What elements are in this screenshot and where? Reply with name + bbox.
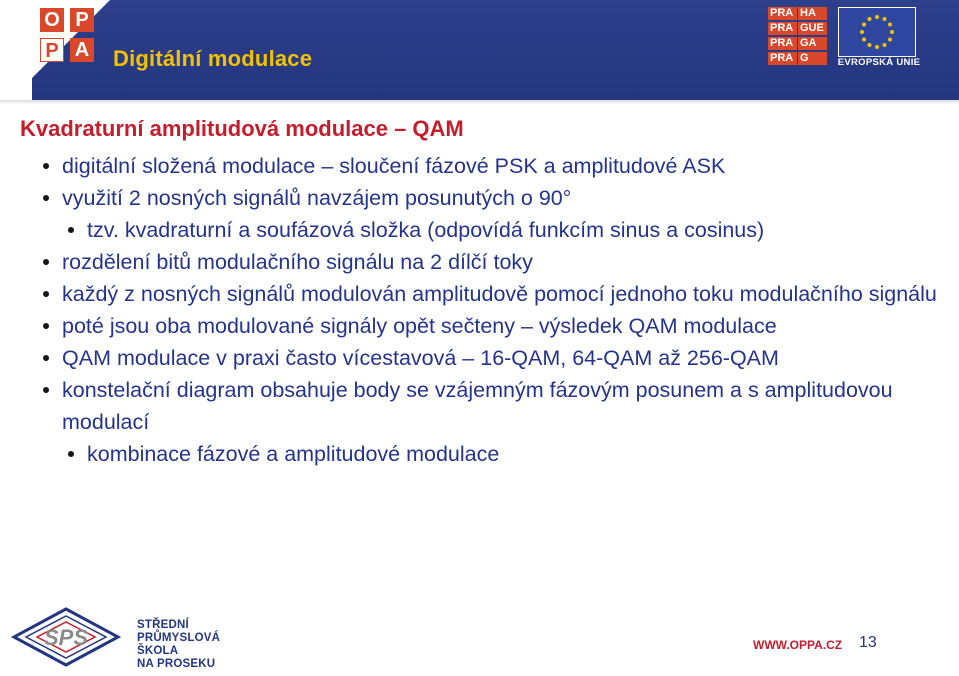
praha-logo [768,7,829,67]
slide-title: Digitální modulace [113,46,313,71]
oppa-letter: P [70,8,94,32]
footer-url-link[interactable]: WWW.OPPA.CZ [753,638,843,652]
header-shadow [0,100,959,104]
praha-text: PRA [768,37,797,50]
school-name-line: NA PROSEKU [137,658,216,670]
praha-text: GUE [798,22,827,35]
school-name [137,619,220,671]
bullet-item: využití 2 nosných signálů navzájem posunutých o 90° [0,182,959,214]
sub-bullet-item: tzv. kvadraturní a soufázová složka (odpovídá funkcím sinus a cosinus) [0,214,959,246]
school-name-line: PRŮMYSLOVÁ [137,632,221,644]
oppa-letter: A [70,38,94,62]
praha-text: PRA [768,22,797,35]
oppa-logo [40,8,98,64]
bullet-item: poté jsou oba modulované signály opět sečteny – výsledek QAM modulace [0,310,959,342]
sps-school-logo [10,607,122,667]
bullet-item: rozdělení bitů modulačního signálu na 2 dílčí toky [0,246,959,278]
bullet-item: digitální složená modulace – sloučení fázové PSK a amplitudové ASK [0,150,959,182]
eu-caption: EVROPSKÁ UNIE [837,57,921,68]
bullet-list [0,150,959,470]
praha-text: GA [798,37,827,50]
praha-text: PRA [768,52,797,65]
sub-bullet-item: kombinace fázové a amplitudové modulace [0,438,959,470]
section-heading: Kvadraturní amplitudová modulace – QAM [20,116,464,141]
praha-text: HA [798,7,827,20]
page-number: 13 [859,634,877,651]
sps-logo-text: SPS [43,625,89,650]
eu-flag-icon [838,7,916,57]
bullet-item: QAM modulace v praxi často vícestavová – 16-QAM, 64-QAM až 256-QAM [0,342,959,374]
school-name-line: ŠKOLA [137,645,179,657]
praha-text: PRA [768,7,797,20]
oppa-letter: P [40,38,64,62]
praha-text: G [798,52,827,65]
oppa-letter: O [40,8,64,32]
bullet-item: konstelační diagram obsahuje body se vzájemným fázovým posunem a s amplitudovou modulací [0,374,959,438]
bullet-item: každý z nosných signálů modulován amplitudově pomocí jednoho toku modulačního signálu [0,278,959,310]
school-name-line: STŘEDNÍ [137,619,189,631]
